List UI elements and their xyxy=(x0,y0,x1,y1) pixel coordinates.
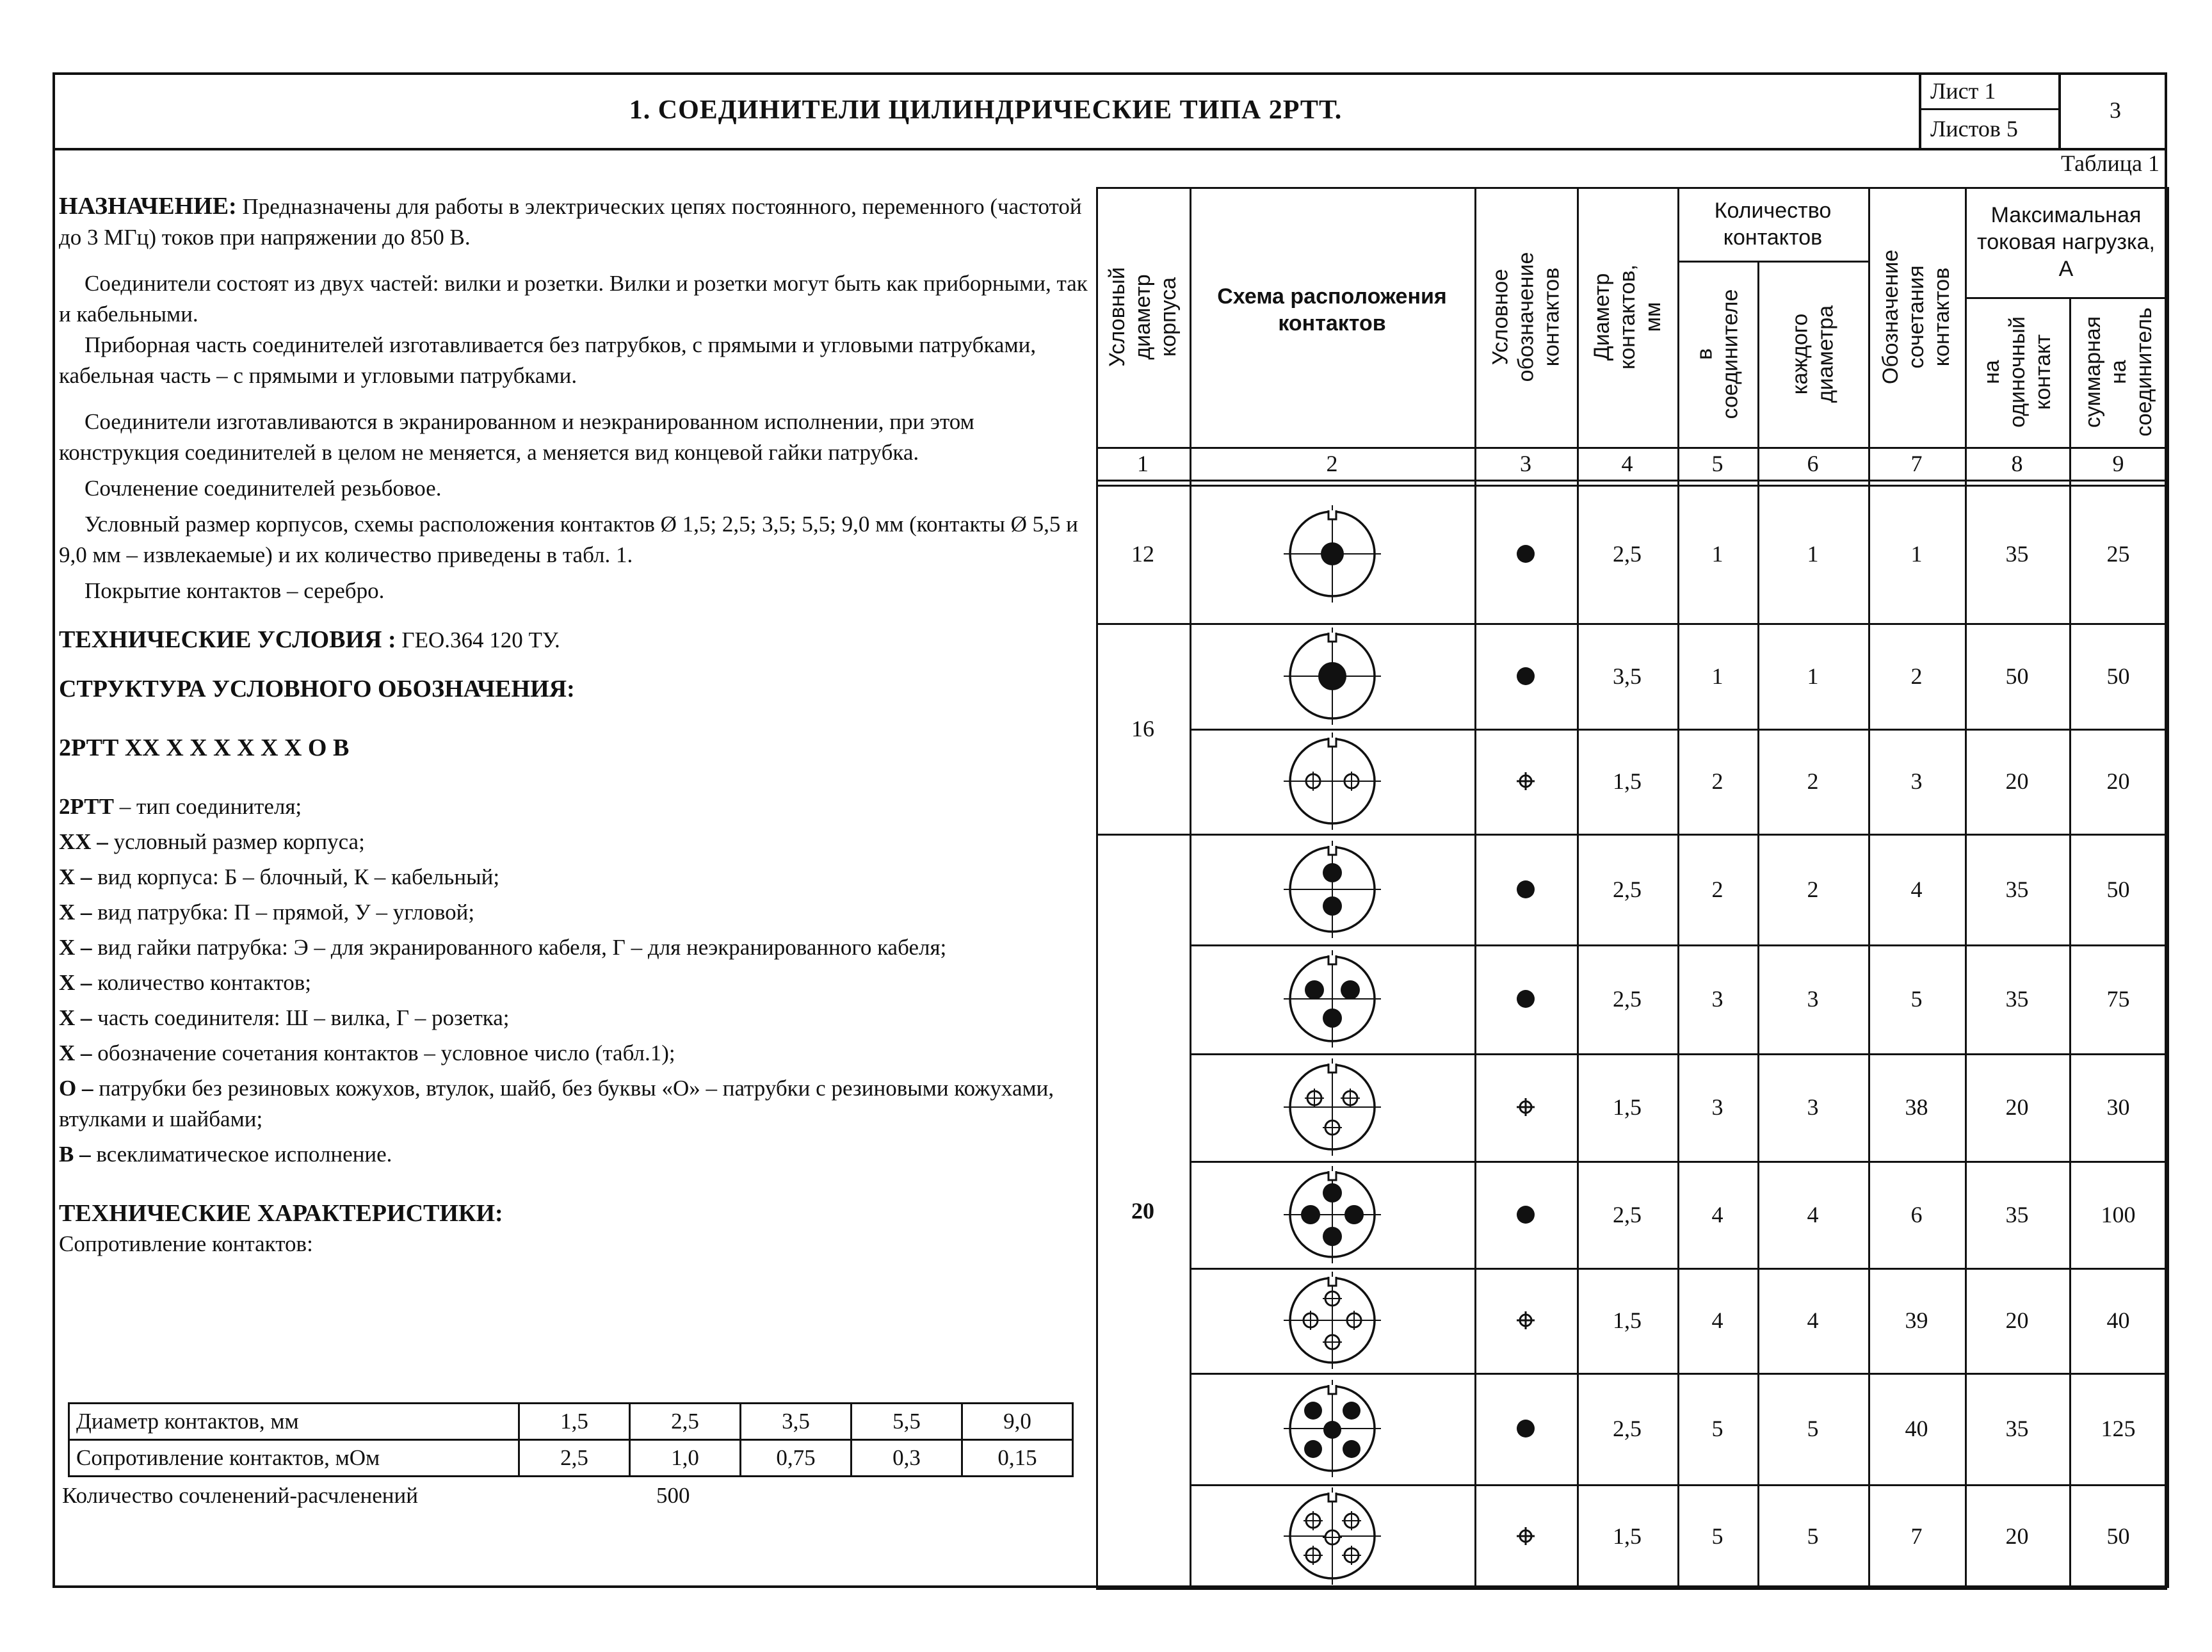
table-cell: 20 xyxy=(2005,1523,2029,1549)
header-total xyxy=(2069,297,2167,447)
table-cell: 125 xyxy=(2101,1416,2136,1441)
column-number: 8 xyxy=(2011,450,2023,476)
table-row xyxy=(69,1440,1073,1477)
resistance-table xyxy=(68,1402,1074,1477)
paragraph-6: Покрытие контактов – серебро. xyxy=(85,578,385,603)
contact-symbol-icon xyxy=(1474,1268,1577,1373)
designation-legend xyxy=(59,791,1090,1170)
row-label: Диаметр контактов, мм xyxy=(69,1404,519,1440)
row-label: Сопротивление контактов, мОм xyxy=(69,1440,519,1477)
legend-key: ХХ – xyxy=(59,829,108,854)
header-contact-diameter-text: Диаметр контактов, мм xyxy=(1589,264,1665,369)
header-in-connector xyxy=(1677,261,1757,447)
table-cell: 3 xyxy=(1807,986,1819,1012)
legend-key: Х – xyxy=(59,1041,92,1065)
table-cell: 35 xyxy=(2005,1201,2029,1227)
paragraph-2: Приборная часть соединителей изготавливается без патрубков, с прямыми и угловыми патрубками, кабельная часть – с прямыми и угловыми патрубками. xyxy=(59,332,1037,388)
header-in-connector-text: в соединителе xyxy=(1692,289,1743,419)
contact-layout-diagram xyxy=(1190,1268,1474,1373)
table-cell: 20 xyxy=(2106,768,2130,794)
legend-key: 2РТТ xyxy=(59,794,114,819)
table-cell: 2,5 xyxy=(1613,1201,1642,1227)
paragraph-3: Соединители изготавливаются в экранированном и неэкранированном исполнении, при этом конструкция соединителей в целом не меняется, а меняется вид концевой гайки патрубка. xyxy=(59,409,974,465)
column-number: 3 xyxy=(1520,450,1531,476)
table-cell: 3 xyxy=(1711,1094,1724,1120)
header-single xyxy=(1965,297,2069,447)
page-number: 3 xyxy=(2110,97,2121,123)
table-cell: 1,5 xyxy=(1613,1523,1642,1549)
structure-heading: СТРУКТУРА УСЛОВНОГО ОБОЗНАЧЕНИЯ: xyxy=(59,676,575,702)
table-cell: 35 xyxy=(2005,986,2029,1012)
table-cell: 35 xyxy=(2005,541,2029,567)
grid-line xyxy=(2167,187,2169,1588)
table-cell: 5 xyxy=(1807,1416,1819,1441)
table-cell: 2,5 xyxy=(1613,541,1642,567)
contact-layout-diagram xyxy=(1190,1373,1474,1484)
legend-item xyxy=(59,932,1090,963)
table-cell: 2 xyxy=(1807,876,1819,902)
header-each-diameter-text: каждого диаметра xyxy=(1788,305,1838,403)
table-cell: 1 xyxy=(1711,663,1724,689)
header-max-current: Максимальная токовая нагрузка, А xyxy=(1977,203,2155,281)
legend-item xyxy=(59,1003,1090,1033)
table-cell: 5 xyxy=(1711,1416,1724,1441)
contact-layout-diagram xyxy=(1190,1053,1474,1161)
tech-heading: ТЕХНИЧЕСКИЕ ХАРАКТЕРИСТИКИ: xyxy=(59,1200,503,1227)
contact-layout-diagram xyxy=(1190,729,1474,834)
contact-symbol-icon xyxy=(1474,834,1577,944)
purpose-label: НАЗНАЧЕНИЕ: xyxy=(59,193,237,220)
contact-symbol-icon xyxy=(1474,729,1577,834)
table-cell: 0,3 xyxy=(852,1440,962,1477)
header-contact-diameter xyxy=(1577,187,1677,447)
contact-layout-diagram xyxy=(1190,1484,1474,1588)
cycles-label: Количество сочленений-расчленений xyxy=(62,1483,418,1508)
table-cell: 20 xyxy=(2005,1094,2029,1120)
table-cell: 1,5 xyxy=(1613,768,1642,794)
contact-layout-diagram xyxy=(1190,834,1474,944)
group-diameter: 12 xyxy=(1131,541,1154,567)
table-cell: 35 xyxy=(2005,1416,2029,1441)
table-cell: 30 xyxy=(2106,1094,2130,1120)
legend-key: О – xyxy=(59,1076,93,1101)
table-cell: 1 xyxy=(1910,541,1923,567)
legend-item xyxy=(59,1073,1090,1135)
legend-text: вид гайки патрубка: Э – для экранированного кабеля, Г – для неэкранированного кабеля; xyxy=(92,935,947,960)
legend-item xyxy=(59,1139,1090,1170)
sheet-info xyxy=(1919,72,2167,148)
header-combination xyxy=(1868,187,1965,447)
page-title: 1. СОЕДИНИТЕЛИ ЦИЛИНДРИЧЕСКИЕ ТИПА 2РТТ. xyxy=(629,95,1343,125)
legend-key: Х – xyxy=(59,1005,92,1030)
header-count: Количество контактов xyxy=(1714,198,1832,250)
legend-text: – тип соединителя; xyxy=(114,794,302,819)
table-cell: 2 xyxy=(1711,876,1724,902)
table-cell: 50 xyxy=(2106,663,2130,689)
table-cell: 40 xyxy=(2106,1308,2130,1333)
column-number: 7 xyxy=(1910,450,1923,476)
grid-line xyxy=(1096,480,2167,482)
table-cell: 1,5 xyxy=(1613,1094,1642,1120)
legend-item xyxy=(59,968,1090,998)
purpose-text: Предназначены для работы в электрических цепях постоянного, переменного (частотой до 3 МГц) токов при напряжении до 850 В. xyxy=(59,194,1082,250)
table-cell: 4 xyxy=(1711,1201,1724,1227)
contact-layout-diagram xyxy=(1190,1161,1474,1268)
table-cell: 1 xyxy=(1807,541,1819,567)
table-cell: 5 xyxy=(1711,1523,1724,1549)
header-divider xyxy=(52,148,2167,150)
legend-text: условный размер корпуса; xyxy=(108,829,365,854)
tu-paragraph xyxy=(59,624,1090,656)
table-cell: 50 xyxy=(2106,1523,2130,1549)
table-cell: 20 xyxy=(2005,768,2029,794)
legend-item xyxy=(59,791,1090,822)
table-cell: 2,5 xyxy=(519,1440,630,1477)
header-single-text: на одиночный контакт xyxy=(1979,316,2055,428)
header-total-text: суммарная на соединитель xyxy=(2080,307,2156,437)
legend-key: Х – xyxy=(59,935,92,960)
legend-key: Х – xyxy=(59,900,92,925)
sheet-number: Лист 1 xyxy=(1921,72,2061,110)
table-cell: 25 xyxy=(2106,541,2130,567)
designation-code: 2РТТ ХХ Х Х Х Х Х Х О В xyxy=(59,734,350,761)
table-cell: 2,5 xyxy=(1613,1416,1642,1441)
header-each-diameter xyxy=(1757,261,1868,447)
table-cell: 1,5 xyxy=(519,1404,630,1440)
column-number: 9 xyxy=(2112,450,2124,476)
table-cell: 2,5 xyxy=(1613,876,1642,902)
legend-text: обозначение сочетания контактов – условное число (табл.1); xyxy=(92,1041,675,1065)
contact-layout-diagram xyxy=(1190,485,1474,623)
header-designation-text: Условное обозначение контактов xyxy=(1488,252,1564,382)
tu-label: ТЕХНИЧЕСКИЕ УСЛОВИЯ : xyxy=(59,626,396,653)
legend-key: Х – xyxy=(59,970,92,995)
table-cell: 5 xyxy=(1807,1523,1819,1549)
table-cell: 75 xyxy=(2106,986,2130,1012)
legend-text: вид патрубка: П – прямой, У – угловой; xyxy=(92,900,475,925)
table-cell: 1,5 xyxy=(1613,1308,1642,1333)
contact-layout-diagram xyxy=(1190,944,1474,1053)
table-cell: 4 xyxy=(1807,1308,1819,1333)
contact-symbol-icon xyxy=(1474,1484,1577,1588)
group-diameter: 20 xyxy=(1131,1198,1154,1224)
table-cell: 3 xyxy=(1711,986,1724,1012)
table-cell: 6 xyxy=(1910,1201,1923,1227)
legend-item xyxy=(59,1038,1090,1069)
header-diameter xyxy=(1096,187,1190,447)
contact-symbol-icon xyxy=(1474,1373,1577,1484)
table-cell: 4 xyxy=(1910,876,1923,902)
contact-symbol-icon xyxy=(1474,485,1577,623)
contact-symbol-icon xyxy=(1474,944,1577,1053)
header-scheme: Схема расположения контактов xyxy=(1217,284,1447,336)
table-cell: 35 xyxy=(2005,876,2029,902)
table-cell: 0,75 xyxy=(741,1440,852,1477)
table-cell: 5,5 xyxy=(852,1404,962,1440)
table-cell: 4 xyxy=(1711,1308,1724,1333)
header-combination-text: Обозначение сочетания контактов xyxy=(1878,249,1955,385)
table-cell: 7 xyxy=(1910,1523,1923,1549)
contact-symbol-icon xyxy=(1474,623,1577,729)
contact-symbol-icon xyxy=(1474,1053,1577,1161)
table-cell: 4 xyxy=(1807,1201,1819,1227)
purpose-paragraph xyxy=(59,191,1090,253)
table-cell: 2 xyxy=(1910,663,1923,689)
table-cell: 0,15 xyxy=(962,1440,1073,1477)
group-diameter: 16 xyxy=(1131,715,1154,741)
table-cell: 3,5 xyxy=(741,1404,852,1440)
contact-symbol-icon xyxy=(1474,1161,1577,1268)
table-cell: 2,5 xyxy=(1613,986,1642,1012)
description-column xyxy=(59,191,1090,1259)
resistance-caption: Сопротивление контактов: xyxy=(59,1231,313,1256)
table-cell: 3 xyxy=(1807,1094,1819,1120)
table-cell: 1 xyxy=(1711,541,1724,567)
grid-line xyxy=(1096,1588,2167,1590)
table-cell: 3,5 xyxy=(1613,663,1642,689)
table-cell: 1,0 xyxy=(630,1440,741,1477)
column-number: 6 xyxy=(1807,450,1819,476)
paragraph-5: Условный размер корпусов, схемы расположения контактов Ø 1,5; 2,5; 3,5; 5,5; 9,0 мм (контакты Ø 5,5 и 9,0 мм – извлекаемые) и их количество приведены в табл. 1. xyxy=(59,512,1078,567)
legend-item xyxy=(59,862,1090,893)
table-row xyxy=(69,1404,1073,1440)
legend-text: часть соединителя: Ш – вилка, Г – розетка; xyxy=(92,1005,510,1030)
table-cell: 2 xyxy=(1807,768,1819,794)
table-cell: 100 xyxy=(2101,1201,2136,1227)
table-cell: 9,0 xyxy=(962,1404,1073,1440)
table-cell: 3 xyxy=(1910,768,1923,794)
table-cell: 1 xyxy=(1807,663,1819,689)
cycles-value: 500 xyxy=(656,1483,690,1508)
header-designation xyxy=(1474,187,1577,447)
table-cell: 40 xyxy=(1905,1416,1928,1441)
legend-item xyxy=(59,827,1090,857)
legend-key: В – xyxy=(59,1142,91,1167)
paragraph-1: Соединители состоят из двух частей: вилки и розетки. Вилки и розетки могут быть как приборными, так и кабельными. xyxy=(59,271,1088,327)
table-cell: 5 xyxy=(1910,986,1923,1012)
paragraph-4: Сочленение соединителей резьбовое. xyxy=(85,476,442,501)
table-cell: 2,5 xyxy=(630,1404,741,1440)
table-cell: 39 xyxy=(1905,1308,1928,1333)
column-number: 4 xyxy=(1621,450,1633,476)
table-cell: 2 xyxy=(1711,768,1724,794)
table-cell: 50 xyxy=(2106,876,2130,902)
table-cell: 50 xyxy=(2005,663,2029,689)
column-number: 1 xyxy=(1137,450,1149,476)
header-diameter-text: Условный диаметр корпуса xyxy=(1105,267,1181,367)
tu-text: ГЕО.364 120 ТУ. xyxy=(396,628,560,652)
contact-layout-diagram xyxy=(1190,623,1474,729)
legend-text: всеклиматическое исполнение. xyxy=(90,1142,392,1167)
column-number: 5 xyxy=(1711,450,1724,476)
column-number: 2 xyxy=(1326,450,1338,476)
table-cell: 38 xyxy=(1905,1094,1928,1120)
sheets-total: Листов 5 xyxy=(1921,110,2061,148)
legend-text: вид корпуса: Б – блочный, К – кабельный; xyxy=(92,864,500,889)
table-cell: 20 xyxy=(2005,1308,2029,1333)
legend-key: Х – xyxy=(59,864,92,889)
table-label: Таблица 1 xyxy=(2061,150,2160,176)
legend-text: патрубки без резиновых кожухов, втулок, шайб, без буквы «О» – патрубки с резиновыми кожухами, втулками и шайбами; xyxy=(59,1076,1054,1131)
legend-text: количество контактов; xyxy=(92,970,311,995)
legend-item xyxy=(59,897,1090,928)
